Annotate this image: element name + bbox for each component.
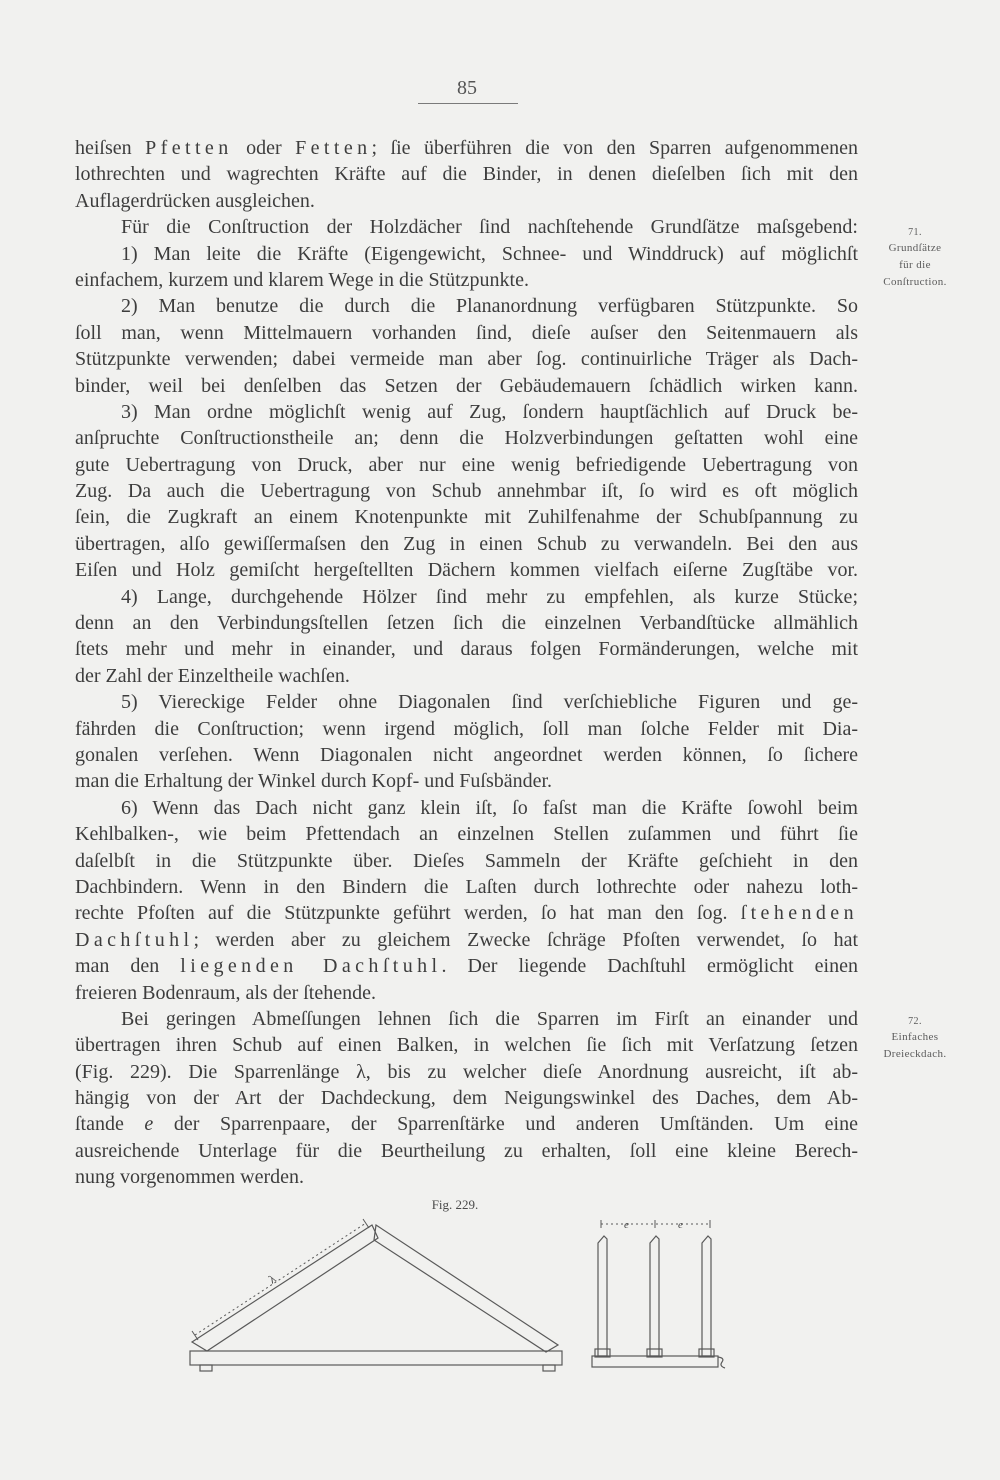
text-line: Für die Conſtruction der Holzdächer ſind nachſtehende Grundſätze maſsgebend: <box>121 216 858 239</box>
text-line: 1) Man leite die Kräfte (Eigengewicht, Schnee- und Winddruck) auf möglichſt <box>121 242 858 265</box>
text-fragment: der Sparrenpaare, der Sparrenſtärke und anderen Umſtänden. Um eine <box>153 1113 858 1136</box>
figure-229 <box>0 1210 1000 1385</box>
text-line <box>75 900 858 926</box>
text-fragment: man den <box>75 955 181 978</box>
text-line: nung vorgenommen werden. <box>75 1166 305 1189</box>
text-line: 4) Lange, durchgehende Hölzer ſind mehr zu empfehlen, als kurze Stücke; <box>121 585 858 608</box>
body-text <box>75 135 858 1191</box>
page-number: 85 <box>457 77 477 99</box>
rafter-post <box>702 1236 711 1356</box>
text-line: fährden die Conſtruction; wenn irgend möglich, ſoll man ſolche Felder mit Dia- <box>75 717 858 740</box>
rafter-length-dimension <box>195 1223 366 1335</box>
rafter-length-label: λ <box>266 1271 279 1287</box>
text-line: 5) Viereckige Felder ohne Diagonalen ſind verſchiebliche Figuren und ge- <box>121 691 858 714</box>
text-line: lothrechten und wagrechten Kräfte auf die Binder, in denen dieſelben ſich mit den <box>75 163 858 186</box>
spaced-word: liegenden Dachſtuhl <box>180 955 442 978</box>
text-fragment: ; werden aber zu gleichem Zwecke ſchräge Pfoſten verwendet, ſo hat <box>193 928 858 951</box>
text-line: binder, weil bei denſelben das Setzen der Gebäudemauern ſchädlich wirken kann. <box>75 374 858 397</box>
text-line: Dachbindern. Wenn in den Bindern die Laſten durch lothrechte oder nahezu loth- <box>75 875 858 898</box>
text-line: denn an den Verbindungsſtellen ſetzen ſich die einzelnen Verbandſtücke allmählich <box>75 612 858 635</box>
text-line: Kehlbalken-, wie beim Pfettendach an einzelnen Stellen zuſammen und führt ſie <box>75 823 858 846</box>
italic-symbol: e <box>144 1113 154 1136</box>
rafter-post <box>650 1236 659 1356</box>
margin-note-number: 71. <box>908 227 922 238</box>
text-line: ſein, die Zugkraft an einem Knotenpunkte mit Zuhilfenahme der Schubſpannung zu <box>75 506 858 529</box>
text-line: gute Uebertragung von Druck, aber nur eine wenig befriedigende Uebertragung von <box>75 453 858 476</box>
text-line <box>75 135 858 161</box>
text-line: ſoll man, wenn Mittelmauern vorhanden ſind, dieſe auſser den Seitenmauern als <box>75 321 858 344</box>
text-fragment: oder <box>232 137 296 159</box>
sill-plate-end <box>718 1357 725 1368</box>
beam-support-right <box>543 1365 555 1371</box>
text-fragment: ; ſie überführen die von den Sparren aufgenommenen <box>371 137 858 159</box>
sill-plate <box>592 1356 718 1367</box>
text-line <box>75 953 858 979</box>
spaced-word: Pfetten <box>145 137 233 159</box>
left-rafter <box>192 1225 378 1351</box>
figure-caption: Fig. 229. <box>431 1197 479 1212</box>
dimension-tick <box>363 1219 369 1228</box>
text-line: ſtets mehr und mehr in einander, und daraus folgen Formänderungen, welche mit <box>75 638 858 661</box>
margin-note-line: Grundſätze <box>888 242 942 254</box>
margin-note-number: 72. <box>908 1016 922 1027</box>
text-line <box>75 1111 858 1137</box>
text-line: 3) Man ordne möglichſt wenig auf Zug, ſondern hauptſächlich auf Druck be- <box>121 400 858 423</box>
spacing-label: e <box>624 1219 629 1231</box>
spaced-word: Fetten <box>295 137 372 159</box>
text-line: Stützpunkte verwenden; dabei vermeide man aber ſog. continuirliche Träger als Dach- <box>75 348 858 371</box>
text-line: hängig von der Art der Dachdeckung, dem Neigungswinkel des Daches, dem Ab- <box>75 1087 858 1110</box>
beam-support-left <box>200 1365 212 1371</box>
spaced-word: Dachſtuhl <box>75 928 194 951</box>
margin-note-line: Einfaches <box>891 1031 939 1043</box>
text-line: übertragen, alſo gewiſſermaſsen den Zug in einen Schub zu verwandeln. Bei den aus <box>75 532 858 555</box>
spaced-word: ſtehenden <box>740 902 858 925</box>
margin-note-line: Conſtruction. <box>883 276 947 288</box>
text-line: man die Erhaltung der Winkel durch Kopf- und Fuſsbänder. <box>75 770 553 793</box>
text-line: Zug. Da auch die Uebertragung von Schub annehmbar iſt, ſo wird es oft möglich <box>75 480 858 503</box>
text-line: einfachem, kurzem und klarem Wege in die Stützpunkte. <box>75 268 529 291</box>
text-line: 6) Wenn das Dach nicht ganz klein iſt, ſo faſst man die Kräfte ſowohl beim <box>121 796 858 819</box>
text-line: übertragen ihren Schub auf einen Balken, in welchen ſie ſich mit Verſatzung ſetzen <box>75 1034 858 1057</box>
text-fragment: heiſsen <box>75 137 146 159</box>
margin-note-line: für die <box>899 259 931 271</box>
margin-note-72 <box>868 1015 962 1063</box>
text-line: daſelbſt in die Stützpunkte über. Dieſes Sammeln der Kräfte geſchieht in den <box>75 849 858 872</box>
rafter-post <box>598 1236 607 1356</box>
text-line: 2) Man benutze die durch die Plananordnung verfügbaren Stützpunkte. So <box>121 295 858 318</box>
text-line: (Fig. 229). Die Sparrenlänge λ, bis zu welcher dieſe Anordnung ausreicht, iſt ab- <box>75 1060 858 1083</box>
text-line: Auflagerdrücken ausgleichen. <box>75 189 315 212</box>
text-fragment: ſtande <box>75 1113 145 1136</box>
margin-note-line: Dreieckdach. <box>883 1048 947 1060</box>
spacing-label: e <box>678 1219 683 1231</box>
text-line: Bei geringen Abmeſſungen lehnen ſich die Sparren im Firſt an einander und <box>121 1007 858 1030</box>
tie-beam <box>190 1351 562 1365</box>
text-line <box>75 927 858 953</box>
text-line: der Zahl der Einzeltheile wachſen. <box>75 664 350 687</box>
right-rafter <box>374 1225 558 1352</box>
text-line: freieren Bodenraum, als der ſtehende. <box>75 981 376 1004</box>
page-number-rule <box>418 103 518 104</box>
text-fragment: . Der liegende Dachſtuhl ermöglicht einen <box>441 955 858 978</box>
text-line: gonalen verſehen. Wenn Diagonalen nicht angeordnet werden können, ſo ſichere <box>75 743 858 766</box>
text-fragment: rechte Pfoſten auf die Stützpunkte geführt werden, ſo hat man den ſog. <box>75 902 741 925</box>
margin-note-71 <box>868 226 962 291</box>
text-line: Eiſen und Holz gemiſcht hergeſtellten Dächern kommen vielfach eiſerne Zugſtäbe vor. <box>75 559 858 582</box>
text-line: anſpruchte Conſtructionstheile an; denn die Holzverbindungen geſtatten wohl eine <box>75 427 858 450</box>
dimension-tick <box>192 1331 198 1340</box>
text-line: ausreichende Unterlage für die Beurtheilung zu erhalten, ſoll eine kleine Berech- <box>75 1139 858 1162</box>
